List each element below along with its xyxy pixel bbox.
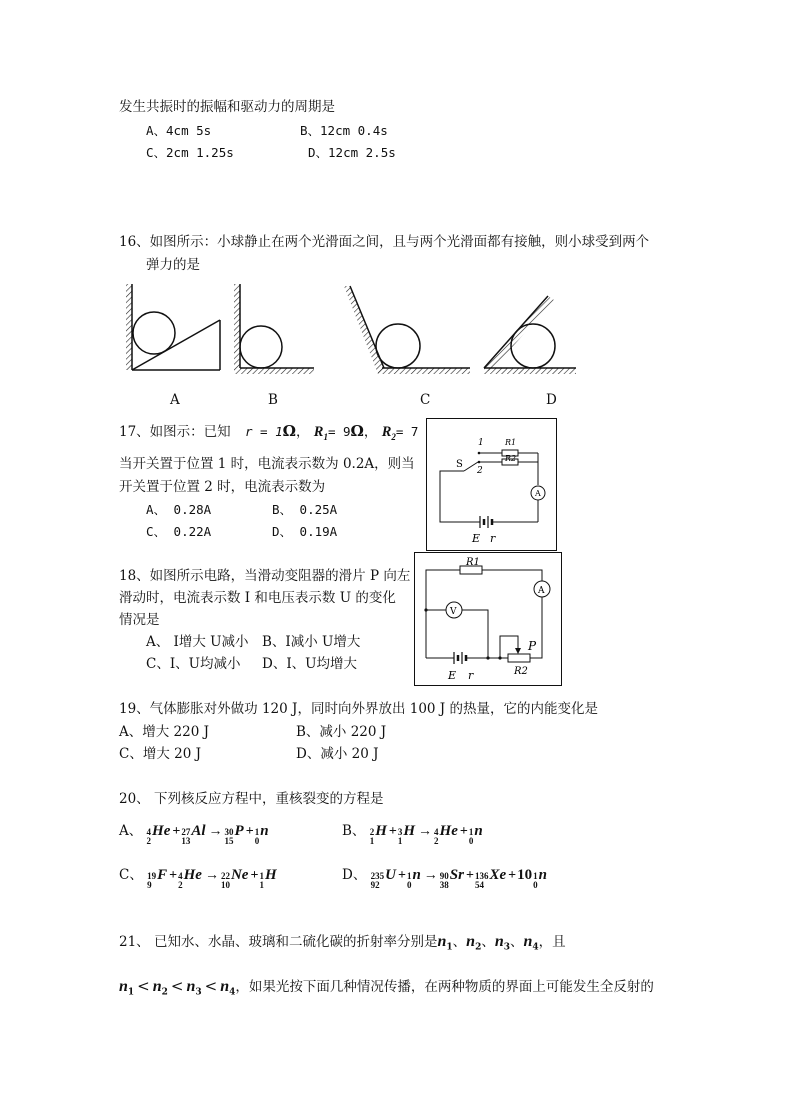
q20-label-b: B、 — [342, 823, 366, 839]
q16-line1: 16、如图所示：小球静止在两个光滑面之间，且与两个光滑面都有接触，则小球受到两个 — [119, 234, 650, 250]
q16-figures — [120, 280, 580, 380]
q18-option-d: D、I、U均增大 — [262, 656, 358, 672]
q18-voltmeter-label: V — [450, 607, 457, 617]
q17-sep-1: ， — [295, 424, 310, 440]
q16-label-c: C — [420, 392, 431, 408]
q21-prefix: 21、 已知水、水晶、玻璃和二硫化碳的折射率分别是 — [119, 934, 438, 950]
q18-e-label: E — [448, 669, 457, 682]
q18-r1-label: R1 — [466, 557, 480, 568]
q20-equation-d: D、 235 92 U + 1 0 n → 90 38 Sr + 136 54 Xe + 10 1 0 n — [342, 867, 547, 890]
q21-line2: $n_1 < n_2 < n_3 < n_4$，如果光按下面几种情况传播，在两种物质的界面上可能发生全反射的 — [119, 977, 654, 998]
q17-sep-2: ， — [363, 424, 378, 440]
q18-r2-label: R2 — [514, 666, 528, 677]
q17-option-b: B、 0.25A — [272, 502, 338, 517]
q17-option-c: C、 0.22A — [146, 524, 212, 539]
q17-option-d: D、 0.19A — [272, 524, 338, 539]
figure-d — [484, 296, 576, 374]
q17-internal-r-label: r — [490, 532, 496, 545]
q15-option-a: A、4cm 5s — [146, 123, 212, 138]
q17-R2-symbol: $R_2$ — [381, 424, 396, 442]
q15-option-c: C、2cm 1.25s — [146, 145, 234, 160]
figure-b — [234, 284, 314, 374]
q15-option-b: B、12cm 0.4s — [300, 123, 388, 138]
q18-p-label: P — [528, 639, 537, 653]
q18-circuit — [414, 552, 562, 686]
q17-e-label: E — [472, 532, 481, 545]
q21-line1: 21、 已知水、水晶、玻璃和二硫化碳的折射率分别是$n_1$、$n_2$、$n_3$、$n_4$，且 — [119, 933, 566, 953]
q17-line2: 当开关置于位置 1 时，电流表示数为 0.2A，则当 — [119, 456, 415, 472]
q19-option-b: B、减小 220 J — [296, 724, 387, 740]
q17-R2-value: = 7 — [395, 424, 419, 439]
q20-stem: 20、 下列核反应方程中，重核裂变的方程是 — [119, 791, 384, 807]
q20-label-a: A、 — [119, 823, 143, 839]
q19-option-c: C、增大 20 J — [119, 746, 202, 762]
q17-switch-label: S — [456, 459, 463, 470]
q18-line3: 情况是 — [119, 612, 160, 628]
q20-equation-b: B、 2 1 H + 3 1 H → 4 2 He + 1 0 n — [342, 823, 483, 846]
q17-pos1-label: 1 — [478, 438, 484, 448]
q18-option-a: A、 I增大 U减小 — [146, 634, 249, 650]
q18-line2: 滑动时，电流表示数 I 和电压表示数 U 的变化 — [119, 590, 396, 606]
q17-pos2-label: 2 — [477, 466, 483, 476]
figure-a — [126, 284, 220, 370]
q16-label-a: A — [170, 392, 180, 408]
q20-label-d: D、 — [342, 867, 367, 883]
q18-option-b: B、I减小 U增大 — [262, 634, 361, 650]
q17-option-a: A、 0.28A — [146, 502, 212, 517]
q17-R1-value: = 9 — [327, 424, 351, 439]
q18-ammeter-label: A — [538, 586, 545, 596]
q20-equation-c: C、 19 9 F + 4 2 He → 22 10 Ne + 1 1 H — [119, 867, 277, 890]
q18-internal-r-label: r — [468, 669, 474, 682]
q15-option-d: D、12cm 2.5s — [308, 145, 396, 160]
q17-prefix: 17、如图示：已知 — [119, 424, 231, 440]
q19-option-a: A、增大 220 J — [119, 724, 210, 740]
q18-option-c: C、I、U均减小 — [146, 656, 241, 672]
q18-line1: 18、如图所示电路，当滑动变阻器的滑片 P 向左 — [119, 568, 411, 584]
q20-label-c: C、 — [119, 867, 143, 883]
figure-c — [344, 286, 470, 374]
q17-r2-label: R2 — [505, 454, 517, 463]
q17-circuit — [426, 418, 557, 551]
q16-line2: 弹力的是 — [146, 257, 200, 273]
omega-symbol: Ω — [282, 422, 296, 440]
q19-option-d: D、减小 20 J — [296, 746, 379, 762]
q17-R1-symbol: $R_1$ — [313, 424, 328, 442]
q16-label-d: D — [546, 392, 557, 408]
q16-label-b: B — [268, 392, 278, 408]
q17-line1 — [119, 422, 418, 446]
q20-equation-a: A、 4 2 He + 27 13 Al → 30 15 P + 1 0 n — [119, 823, 269, 846]
q17-line3: 开关置于位置 2 时，电流表示数为 — [119, 479, 326, 495]
q17-r-value: r = 1 — [244, 424, 283, 439]
q19-stem: 19、气体膨胀对外做功 120 J，同时向外界放出 100 J 的热量，它的内能变化是 — [119, 701, 598, 717]
q17-ammeter-label: A — [535, 489, 541, 498]
omega-symbol: Ω — [350, 422, 364, 440]
q17-r1-label: R1 — [505, 438, 517, 447]
q15-stem: 发生共振时的振幅和驱动力的周期是 — [119, 99, 335, 115]
